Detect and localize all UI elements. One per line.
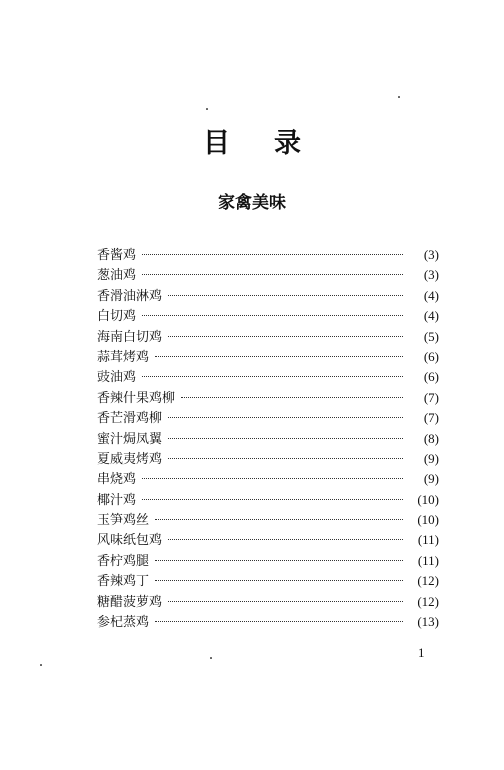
toc-entry	[97, 429, 439, 449]
scan-speck	[210, 657, 212, 659]
dot-leader	[155, 621, 403, 622]
scan-speck	[40, 664, 42, 666]
toc-entry	[97, 408, 439, 428]
table-of-contents	[97, 245, 439, 632]
toc-entry	[97, 265, 439, 285]
toc-entry-page: (10)	[417, 491, 439, 507]
dot-leader	[168, 295, 403, 296]
toc-entry-page: (4)	[423, 308, 439, 324]
toc-entry	[97, 469, 439, 489]
toc-entry-title: 香芒滑鸡柳	[97, 411, 163, 427]
dot-leader	[142, 376, 403, 377]
toc-entry	[97, 245, 439, 265]
toc-entry-page: (10)	[417, 512, 439, 528]
toc-entry	[97, 347, 439, 367]
toc-entry-title: 香辣鸡丁	[97, 574, 150, 590]
toc-entry-page: (6)	[423, 369, 439, 385]
toc-entry-page: (11)	[417, 552, 439, 568]
toc-entry-page: (6)	[423, 348, 439, 364]
toc-entry-title: 参杞蒸鸡	[97, 615, 150, 631]
toc-entry	[97, 592, 439, 612]
toc-entry-page: (13)	[417, 614, 439, 630]
toc-entry-title: 风味纸包鸡	[97, 533, 163, 549]
toc-entry-page: (7)	[423, 389, 439, 405]
dot-leader	[181, 397, 403, 398]
toc-entry	[97, 449, 439, 469]
toc-entry-page: (12)	[417, 593, 439, 609]
dot-leader	[142, 315, 403, 316]
toc-entry-title: 糖醋菠萝鸡	[97, 594, 163, 610]
page-title: 目录	[203, 128, 345, 159]
toc-entry-page: (3)	[423, 247, 439, 262]
toc-entry-title: 串烧鸡	[97, 472, 137, 488]
toc-entry	[97, 571, 439, 591]
toc-entry-page: (8)	[423, 430, 439, 446]
toc-entry-page: (11)	[417, 532, 439, 548]
scan-speck	[206, 108, 208, 110]
page-number: 1	[418, 645, 425, 660]
dot-leader	[142, 499, 403, 500]
toc-entry-title: 香辣什果鸡柳	[97, 390, 176, 406]
toc-entry	[97, 490, 439, 510]
toc-entry-title: 蜜汁焗凤翼	[97, 431, 163, 447]
toc-entry-title: 香酱鸡	[97, 248, 137, 263]
dot-leader	[155, 356, 403, 357]
toc-entry-title: 玉笋鸡丝	[97, 513, 150, 529]
toc-entry-title: 葱油鸡	[97, 268, 137, 284]
dot-leader	[155, 580, 403, 581]
toc-entry	[97, 388, 439, 408]
dot-leader	[155, 519, 403, 520]
dot-leader	[168, 601, 403, 602]
toc-entry-page: (9)	[423, 471, 439, 487]
dot-leader	[168, 438, 403, 439]
dot-leader	[168, 336, 403, 337]
toc-entry	[97, 286, 439, 306]
dot-leader	[168, 458, 403, 459]
section-title: 家禽美味	[218, 193, 286, 213]
toc-entry	[97, 367, 439, 387]
toc-entry-title: 椰汁鸡	[97, 492, 137, 508]
toc-entry-page: (12)	[417, 573, 439, 589]
toc-entry-title: 香滑油淋鸡	[97, 288, 163, 304]
toc-entry	[97, 306, 439, 326]
toc-entry-page: (7)	[423, 410, 439, 426]
dot-leader	[142, 274, 403, 275]
toc-entry	[97, 510, 439, 530]
toc-entry-title: 蒜茸烤鸡	[97, 349, 150, 365]
dot-leader	[168, 539, 403, 540]
toc-entry-page: (9)	[423, 450, 439, 466]
toc-entry-page: (5)	[423, 328, 439, 344]
dot-leader	[168, 417, 403, 418]
toc-entry-title: 海南白切鸡	[97, 329, 163, 345]
toc-entry-title: 白切鸡	[97, 309, 137, 325]
toc-entry-title: 香柠鸡腿	[97, 553, 150, 569]
toc-entry	[97, 551, 439, 571]
toc-entry-title: 豉油鸡	[97, 370, 137, 386]
scan-speck	[398, 96, 400, 98]
toc-entry	[97, 612, 439, 632]
dot-leader	[142, 254, 403, 255]
dot-leader	[155, 560, 403, 561]
toc-entry-title: 夏威夷烤鸡	[97, 451, 163, 467]
toc-entry-page: (4)	[423, 287, 439, 303]
dot-leader	[142, 478, 403, 479]
toc-entry	[97, 530, 439, 550]
toc-entry-page: (3)	[423, 267, 439, 283]
toc-entry	[97, 327, 439, 347]
